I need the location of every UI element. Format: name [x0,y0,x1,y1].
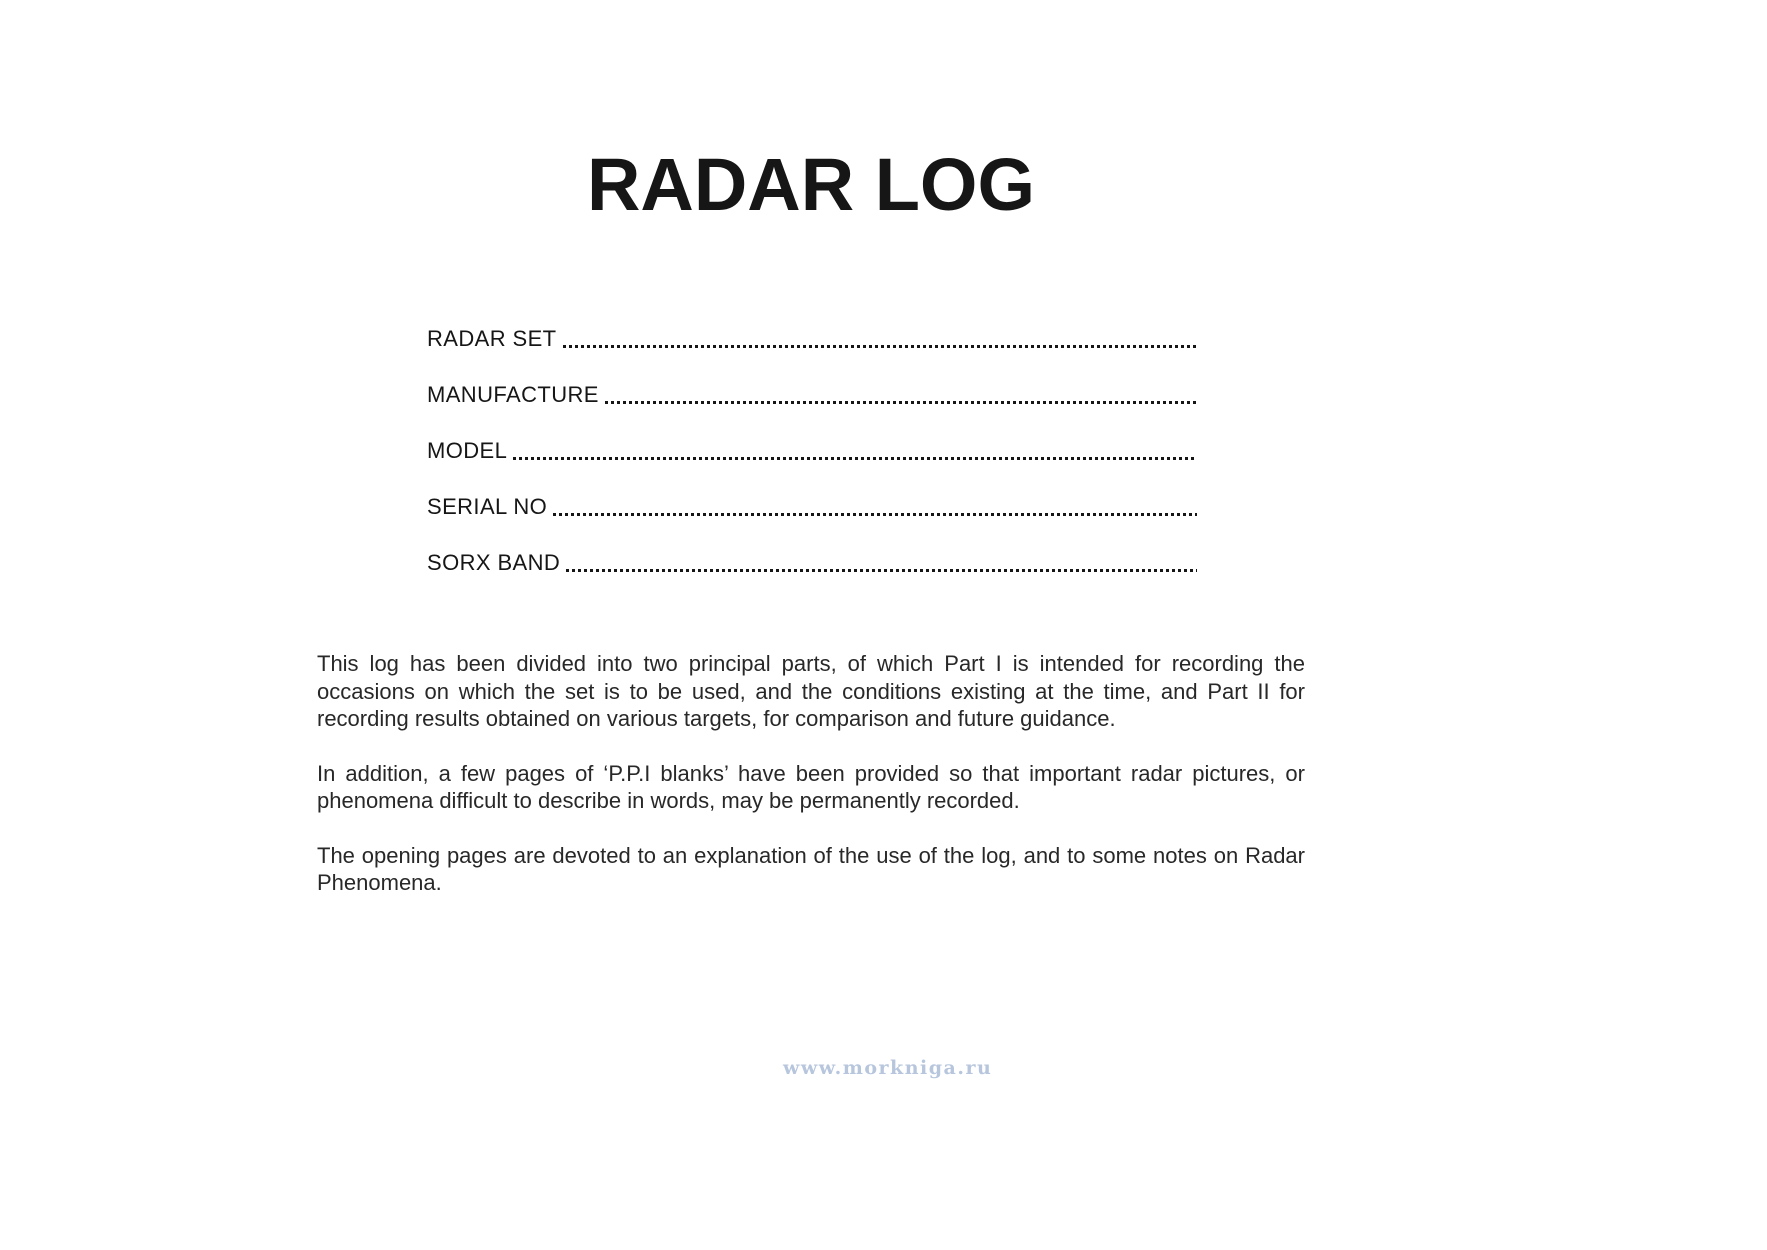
form-fields [427,322,1197,602]
paragraph: This log has been divided into two principal parts, of which Part I is intended for recording the occasions on which the set is to be used, and the conditions existing at the time, and Part II for recording results obtained on various targets, for comparison and future guidance. [317,651,1305,731]
field-dotted-line [553,513,1197,516]
paragraph: The opening pages are devoted to an explanation of the use of the log, and to some notes on Radar Phenomena. [317,842,1305,895]
field-label: SORX BAND [427,550,561,575]
field-dotted-line [563,345,1197,348]
form-field-row [427,378,1197,410]
field-label: MANUFACTURE [427,382,599,407]
field-dotted-line [513,457,1197,460]
form-field-row [427,490,1197,522]
field-label: MODEL [427,438,508,463]
paragraph: In addition, a few pages of ‘P.P.I blanks’ have been provided so that important radar pictures, or phenomena difficult to describe in words, may be permanently recorded. [317,760,1305,813]
field-label: SERIAL NO [427,494,548,519]
form-field-row [427,434,1197,466]
form-field-row [427,322,1197,354]
field-label: RADAR SET [427,326,557,351]
document-page [317,0,1305,1250]
page-title: RADAR LOG [586,143,1036,226]
intro-paragraphs [317,650,1305,924]
form-field-row [427,546,1197,578]
watermark: www.morkniga.ru [783,1057,993,1079]
field-dotted-line [566,569,1197,572]
field-dotted-line [605,401,1197,404]
